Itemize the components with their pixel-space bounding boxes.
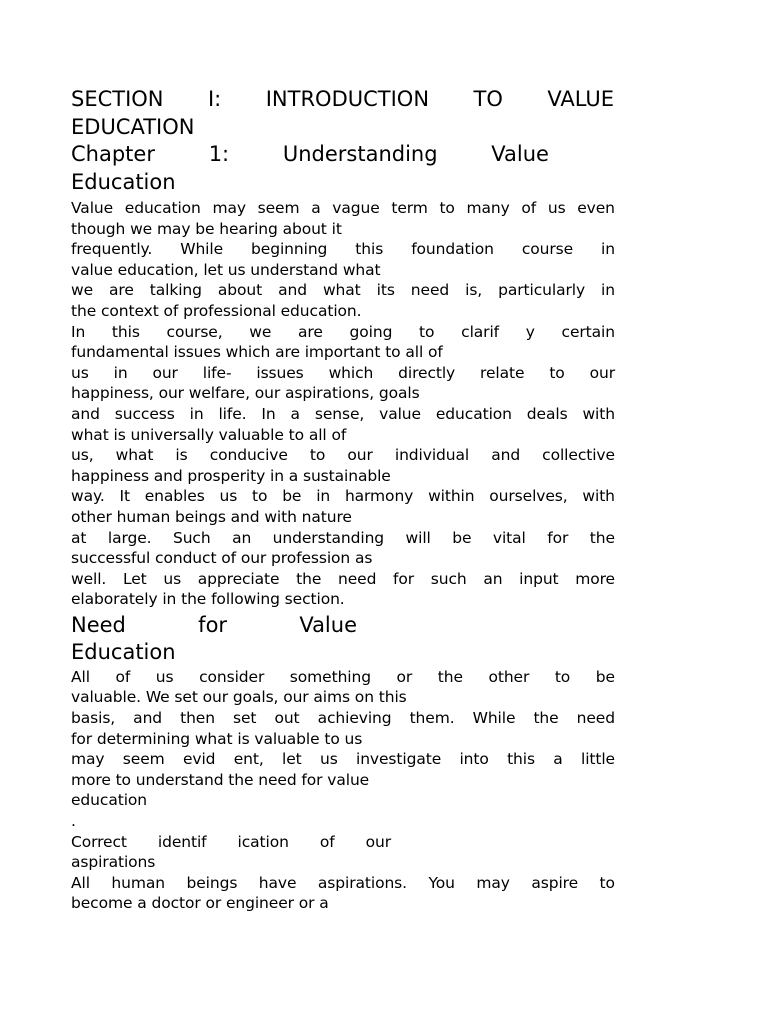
word: us xyxy=(71,363,89,382)
chapter-heading-line-1 xyxy=(71,141,549,169)
aspirations-paragraph xyxy=(71,873,615,914)
word: to xyxy=(439,199,455,217)
text-line xyxy=(71,260,615,281)
chapter-heading xyxy=(71,141,615,196)
word: beings xyxy=(186,873,238,892)
heading-word: I: xyxy=(207,87,222,111)
word: the xyxy=(437,667,463,686)
word: at xyxy=(71,528,87,547)
text-line xyxy=(71,811,615,832)
text-line xyxy=(71,790,615,811)
word: y xyxy=(525,322,535,341)
word: many xyxy=(466,199,510,217)
word: It xyxy=(119,487,130,506)
heading-word: ication xyxy=(237,832,289,851)
heading-word: Value xyxy=(299,612,357,637)
word: All xyxy=(71,873,90,892)
text-line xyxy=(71,198,615,219)
text-line-content: become a doctor or engineer or a xyxy=(71,894,329,913)
word: us xyxy=(163,569,182,588)
word: talking xyxy=(149,281,202,300)
text-line-content: fundamental issues which are important to all of xyxy=(71,343,443,362)
word: our xyxy=(589,363,615,382)
word: While xyxy=(180,240,224,259)
text-line xyxy=(71,893,615,914)
word: deals xyxy=(526,404,568,423)
word: In xyxy=(261,404,276,423)
word: in xyxy=(189,404,204,423)
text-line-content: elaborately in the following section. xyxy=(71,590,345,609)
heading-word: for xyxy=(198,612,228,637)
word: evid xyxy=(182,750,216,769)
word: value xyxy=(379,404,421,423)
word: harmony xyxy=(344,487,414,506)
text-line xyxy=(71,486,615,507)
word: While xyxy=(472,709,516,728)
word: vital xyxy=(492,528,526,547)
word: and xyxy=(491,446,521,465)
word: an xyxy=(483,569,503,588)
text-line-content: successful conduct of our profession as xyxy=(71,549,373,568)
word: us xyxy=(319,750,338,769)
word: going xyxy=(349,322,393,341)
text-line xyxy=(71,873,615,894)
word: our xyxy=(347,446,373,465)
text-line-content: education xyxy=(71,791,148,810)
word: something xyxy=(289,667,371,686)
word: Such xyxy=(172,528,211,547)
word: such xyxy=(430,569,467,588)
word: be xyxy=(282,487,302,506)
word: for xyxy=(547,528,569,547)
text-line-content: for determining what is valuable to us xyxy=(71,729,363,748)
text-line xyxy=(71,239,615,260)
word: education xyxy=(435,404,512,423)
intro-paragraph xyxy=(71,198,615,610)
word: may xyxy=(212,199,246,217)
word: of xyxy=(115,667,131,686)
chapter-heading-line-2 xyxy=(71,169,615,197)
word: need xyxy=(576,709,615,728)
word: education xyxy=(124,199,201,217)
document-page xyxy=(71,86,615,914)
word: clarif xyxy=(461,322,500,341)
word: of xyxy=(521,199,537,217)
word: life- xyxy=(202,363,232,382)
word: course, xyxy=(166,322,223,341)
text-line xyxy=(71,445,615,466)
text-line xyxy=(71,301,615,322)
word: be xyxy=(595,667,615,686)
word: to xyxy=(549,363,565,382)
text-line xyxy=(71,708,615,729)
heading-word: 1: xyxy=(208,142,230,166)
word: aspire xyxy=(531,873,579,892)
word: and xyxy=(71,404,100,423)
word: beginning xyxy=(251,240,328,259)
text-line-content: the context of professional education. xyxy=(71,301,362,320)
word: for xyxy=(393,569,415,588)
word: issues xyxy=(256,363,304,382)
heading-word: SECTION xyxy=(71,87,164,111)
word: ourselves, xyxy=(489,487,568,506)
word: a xyxy=(311,199,321,217)
text-line xyxy=(71,363,615,384)
word: what xyxy=(322,281,361,300)
word: to xyxy=(599,873,615,892)
need-heading xyxy=(71,612,615,667)
heading-word: Value xyxy=(491,142,549,166)
word: with xyxy=(582,487,615,506)
word: particularly xyxy=(498,281,586,300)
word: to xyxy=(554,667,571,686)
word: a xyxy=(553,750,563,769)
text-line-content: more to understand the need for value xyxy=(71,770,370,789)
word: are xyxy=(109,281,134,300)
word: us xyxy=(155,667,174,686)
word: frequently. xyxy=(71,240,153,259)
text-line-content: . xyxy=(71,812,76,831)
word: its xyxy=(376,281,395,300)
word: term xyxy=(391,199,428,217)
word: more xyxy=(575,569,615,588)
word: understanding xyxy=(272,528,385,547)
word: the xyxy=(296,569,322,588)
text-line xyxy=(71,687,615,708)
text-line xyxy=(71,667,615,688)
text-line xyxy=(71,749,615,770)
word: what xyxy=(115,446,154,465)
heading-word: TO xyxy=(473,87,503,111)
text-line xyxy=(71,322,615,343)
word: with xyxy=(582,404,615,423)
word: aspirations. xyxy=(317,873,407,892)
word: vague xyxy=(332,199,380,217)
heading-word: of xyxy=(319,832,335,851)
word: the xyxy=(589,528,615,547)
heading-word: INTRODUCTION xyxy=(265,87,430,111)
word: let xyxy=(282,750,302,769)
word: be xyxy=(452,528,472,547)
need-paragraph xyxy=(71,667,615,832)
word: way. xyxy=(71,487,105,506)
word: relate xyxy=(480,363,525,382)
text-line xyxy=(71,548,615,569)
word: seem xyxy=(257,199,300,217)
word: in xyxy=(601,281,615,300)
text-line xyxy=(71,342,615,363)
section-heading xyxy=(71,86,615,141)
word: individual xyxy=(394,446,470,465)
word: and xyxy=(133,709,163,728)
section-heading-line-2 xyxy=(71,114,615,142)
word: us xyxy=(547,199,566,217)
word: we xyxy=(249,322,272,341)
need-heading-line-1 xyxy=(71,612,357,640)
word: seem xyxy=(122,750,165,769)
word: even xyxy=(577,199,615,217)
word: course xyxy=(521,240,574,259)
word: then xyxy=(180,709,215,728)
word: is xyxy=(175,446,188,465)
word: us xyxy=(219,487,238,506)
word: which xyxy=(328,363,374,382)
aspirations-heading-line-2 xyxy=(71,852,615,873)
word: investigate xyxy=(355,750,442,769)
word: All xyxy=(71,667,90,686)
heading-word: our xyxy=(365,832,391,851)
word: may xyxy=(476,873,510,892)
word: collective xyxy=(542,446,615,465)
word: in xyxy=(113,363,128,382)
word: to xyxy=(419,322,435,341)
word: this xyxy=(355,240,384,259)
text-line xyxy=(71,404,615,425)
word: life. xyxy=(218,404,247,423)
heading-word: Education xyxy=(71,640,176,665)
word: set xyxy=(233,709,257,728)
word: about xyxy=(217,281,263,300)
heading-word: Chapter xyxy=(71,142,155,166)
heading-word: Education xyxy=(71,169,176,194)
word: little xyxy=(580,750,615,769)
word: Value xyxy=(71,199,114,217)
word: conducive xyxy=(209,446,288,465)
heading-word: VALUE xyxy=(547,87,614,111)
word: basis, xyxy=(71,709,116,728)
word: in xyxy=(316,487,331,506)
word: and xyxy=(278,281,307,300)
word: achieving xyxy=(317,709,392,728)
word: is, xyxy=(465,281,483,300)
text-line-content: valuable. We set our goals, our aims on this xyxy=(71,688,407,707)
word: ent, xyxy=(233,750,264,769)
text-line-content: other human beings and with nature xyxy=(71,507,352,526)
word: have xyxy=(258,873,297,892)
text-line-content: value education, let us understand what xyxy=(71,260,381,279)
text-line-content: happiness, our welfare, our aspirations, goals xyxy=(71,384,420,403)
heading-word: identif xyxy=(157,832,207,851)
heading-word: EDUCATION xyxy=(71,114,195,139)
word: or xyxy=(396,667,413,686)
word: consider xyxy=(199,667,265,686)
word: success xyxy=(114,404,175,423)
text-line xyxy=(71,466,615,487)
word: human xyxy=(111,873,165,892)
word: an xyxy=(232,528,252,547)
word: the xyxy=(533,709,559,728)
aspirations-heading-line-1 xyxy=(71,832,391,853)
word: Let xyxy=(122,569,147,588)
word: enables xyxy=(144,487,205,506)
word: are xyxy=(298,322,323,341)
word: certain xyxy=(561,322,615,341)
word: will xyxy=(405,528,431,547)
word: well. xyxy=(71,569,107,588)
word: to xyxy=(309,446,326,465)
heading-word: Correct xyxy=(71,832,127,851)
text-line xyxy=(71,589,615,610)
word: we xyxy=(71,281,94,300)
word: need xyxy=(338,569,377,588)
word: our xyxy=(152,363,178,382)
text-line-content: happiness and prosperity in a sustainable xyxy=(71,466,391,485)
heading-word: aspirations xyxy=(71,853,156,872)
need-heading-line-2 xyxy=(71,639,615,667)
text-line xyxy=(71,507,615,528)
section-heading-line-1 xyxy=(71,86,614,114)
word: large. xyxy=(107,528,152,547)
text-line xyxy=(71,528,615,549)
text-line xyxy=(71,383,615,404)
aspirations-heading xyxy=(71,832,615,873)
text-line xyxy=(71,425,615,446)
word: into xyxy=(459,750,489,769)
word: sense, xyxy=(314,404,365,423)
text-line-content: though we may be hearing about it xyxy=(71,219,342,238)
word: us, xyxy=(71,446,94,465)
word: directly xyxy=(398,363,456,382)
word: other xyxy=(488,667,530,686)
heading-word: Need xyxy=(71,612,126,637)
text-line xyxy=(71,219,615,240)
word: this xyxy=(111,322,140,341)
text-line xyxy=(71,280,615,301)
word: In xyxy=(71,322,86,341)
word: foundation xyxy=(411,240,494,259)
word: to xyxy=(252,487,268,506)
word: You xyxy=(428,873,455,892)
word: them. xyxy=(409,709,455,728)
word: out xyxy=(274,709,300,728)
text-line xyxy=(71,729,615,750)
word: may xyxy=(71,750,105,769)
heading-word: Understanding xyxy=(282,142,438,166)
word: need xyxy=(410,281,450,300)
text-line xyxy=(71,569,615,590)
text-line-content: what is universally valuable to all of xyxy=(71,425,347,444)
word: input xyxy=(519,569,559,588)
word: within xyxy=(428,487,475,506)
word: a xyxy=(290,404,300,423)
text-line xyxy=(71,770,615,791)
word: in xyxy=(601,240,615,259)
word: this xyxy=(507,750,535,769)
word: appreciate xyxy=(197,569,280,588)
